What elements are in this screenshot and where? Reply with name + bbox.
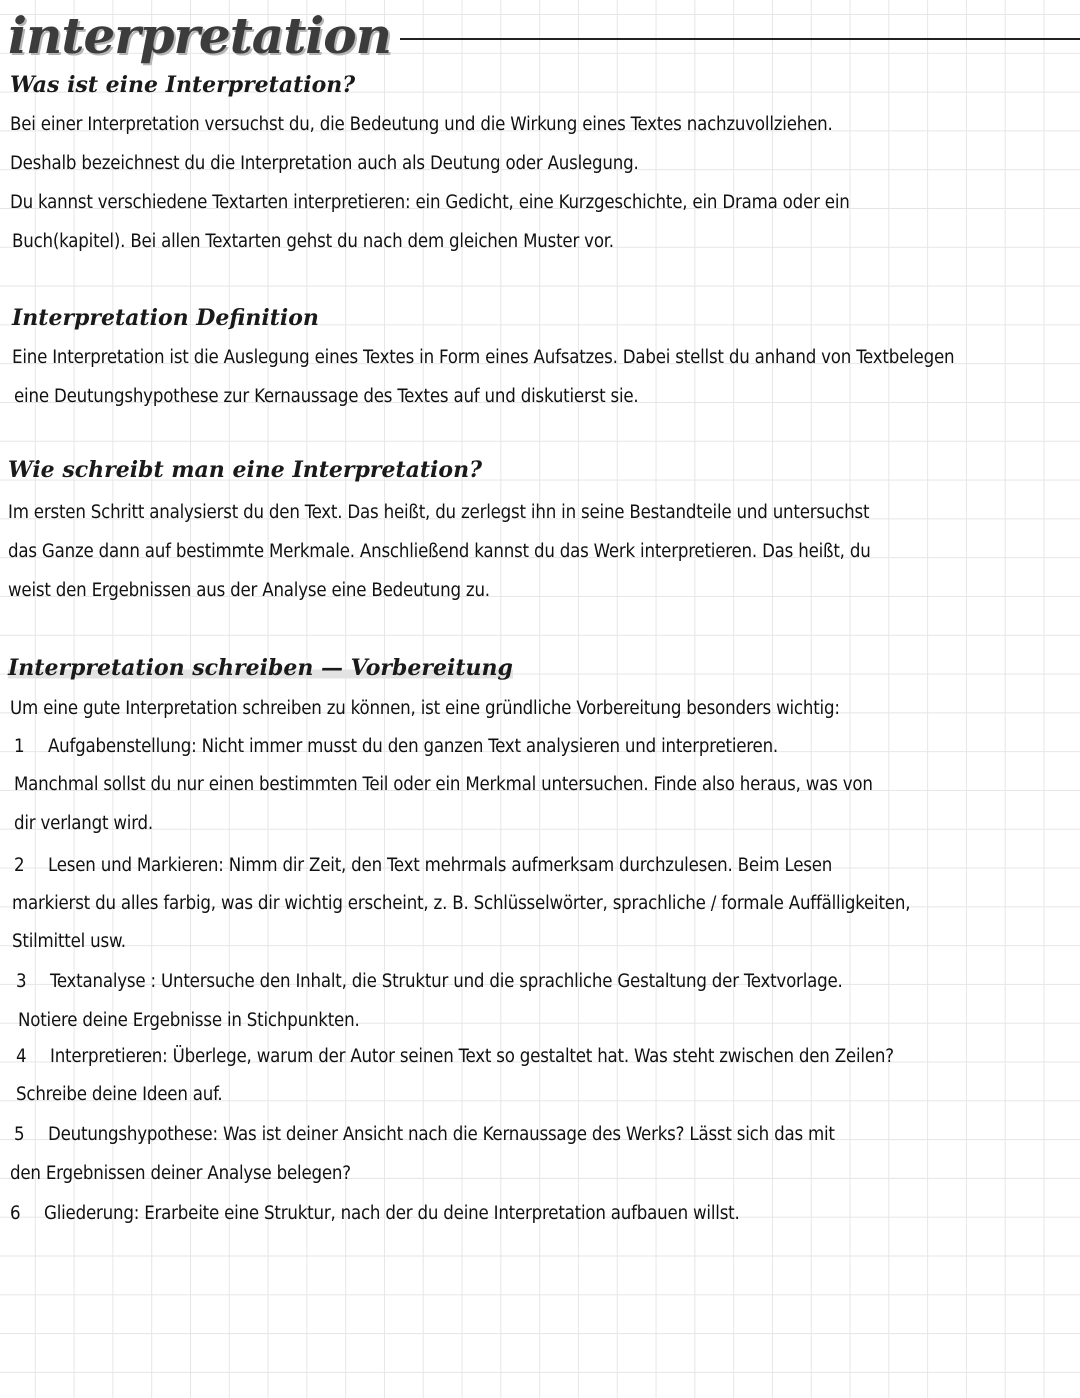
step-5-line-2: den Ergebnissen deiner Analyse belegen? — [10, 1163, 351, 1184]
prep-heading: Interpretation schreiben — Vorbereitung — [8, 655, 513, 681]
howto-line-1: Im ersten Schritt analysierst du den Text. Das heißt, du zerlegst ihn in seine Bestandteile und untersuchst — [8, 502, 870, 523]
howto-heading: Wie schreibt man eine Interpretation? — [8, 457, 482, 483]
step-2-line-3: Stilmittel usw. — [12, 931, 126, 952]
step-number: 1 — [14, 736, 25, 757]
step-number: 4 — [16, 1046, 27, 1067]
step-2-line-2: markierst du alles farbig, was dir wichtig erscheint, z. B. Schlüsselwörter, sprachliche / formale Auffälligkeiten, — [12, 893, 911, 914]
definition-heading: Interpretation Definition — [12, 305, 319, 331]
step-number: 2 — [14, 855, 25, 876]
step-5-line-1: 5 Deutungshypothese: Was ist deiner Ansicht nach die Kernaussage des Werks? Lässt sich das mit — [14, 1120, 835, 1150]
intro-line-1: Bei einer Interpretation versuchst du, die Bedeutung und die Wirkung eines Textes nachzuvollziehen. — [10, 114, 833, 135]
definition-line-2: eine Deutungshypothese zur Kernaussage des Textes auf und diskutierst sie. — [14, 386, 639, 407]
step-3-line-1: 3 Textanalyse : Untersuche den Inhalt, die Struktur und die sprachliche Gestaltung der Textvorlage. — [16, 967, 843, 997]
step-6-line-1: 6 Gliederung: Erarbeite eine Struktur, nach der du deine Interpretation aufbauen willst. — [10, 1199, 740, 1229]
intro-line-4: Buch(kapitel). Bei allen Textarten gehst du nach dem gleichen Muster vor. — [12, 231, 614, 252]
intro-line-2: Deshalb bezeichnest du die Interpretation auch als Deutung oder Auslegung. — [10, 153, 639, 174]
title-underline — [400, 38, 1080, 40]
intro-line-3: Du kannst verschiedene Textarten interpretieren: ein Gedicht, eine Kurzgeschichte, ein Drama oder ein — [10, 192, 850, 213]
step-4-line-1: 4 Interpretieren: Überlege, warum der Autor seinen Text so gestaltet hat. Was steht zwischen den Zeilen? — [16, 1042, 894, 1072]
howto-line-3: weist den Ergebnissen aus der Analyse eine Bedeutung zu. — [8, 580, 490, 601]
step-3-line-2: Notiere deine Ergebnisse in Stichpunkten. — [18, 1010, 360, 1031]
intro-heading: Was ist eine Interpretation? — [10, 72, 356, 98]
step-number: 6 — [10, 1203, 21, 1224]
step-2-line-1: 2 Lesen und Markieren: Nimm dir Zeit, den Text mehrmals aufmerksam durchzulesen. Beim Lesen — [14, 851, 832, 881]
step-1-line-1: 1 Aufgabenstellung: Nicht immer musst du den ganzen Text analysieren und interpretieren. — [14, 732, 778, 762]
step-1-line-3: dir verlangt wird. — [14, 813, 153, 834]
page-title: interpretation — [8, 6, 391, 65]
prep-intro: Um eine gute Interpretation schreiben zu können, ist eine gründliche Vorbereitung besonders wichtig: — [10, 698, 840, 719]
step-1-line-2: Manchmal sollst du nur einen bestimmten Teil oder ein Merkmal untersuchen. Finde also heraus, was von — [14, 774, 873, 795]
step-number: 3 — [16, 971, 27, 992]
howto-line-2: das Ganze dann auf bestimmte Merkmale. Anschließend kannst du das Werk interpretieren. Das heißt, du — [8, 541, 871, 562]
definition-line-1: Eine Interpretation ist die Auslegung eines Textes in Form eines Aufsatzes. Dabei stellst du anhand von Textbelegen — [12, 347, 955, 368]
step-4-line-2: Schreibe deine Ideen auf. — [16, 1084, 223, 1105]
step-number: 5 — [14, 1124, 25, 1145]
title-row — [8, 4, 1080, 68]
